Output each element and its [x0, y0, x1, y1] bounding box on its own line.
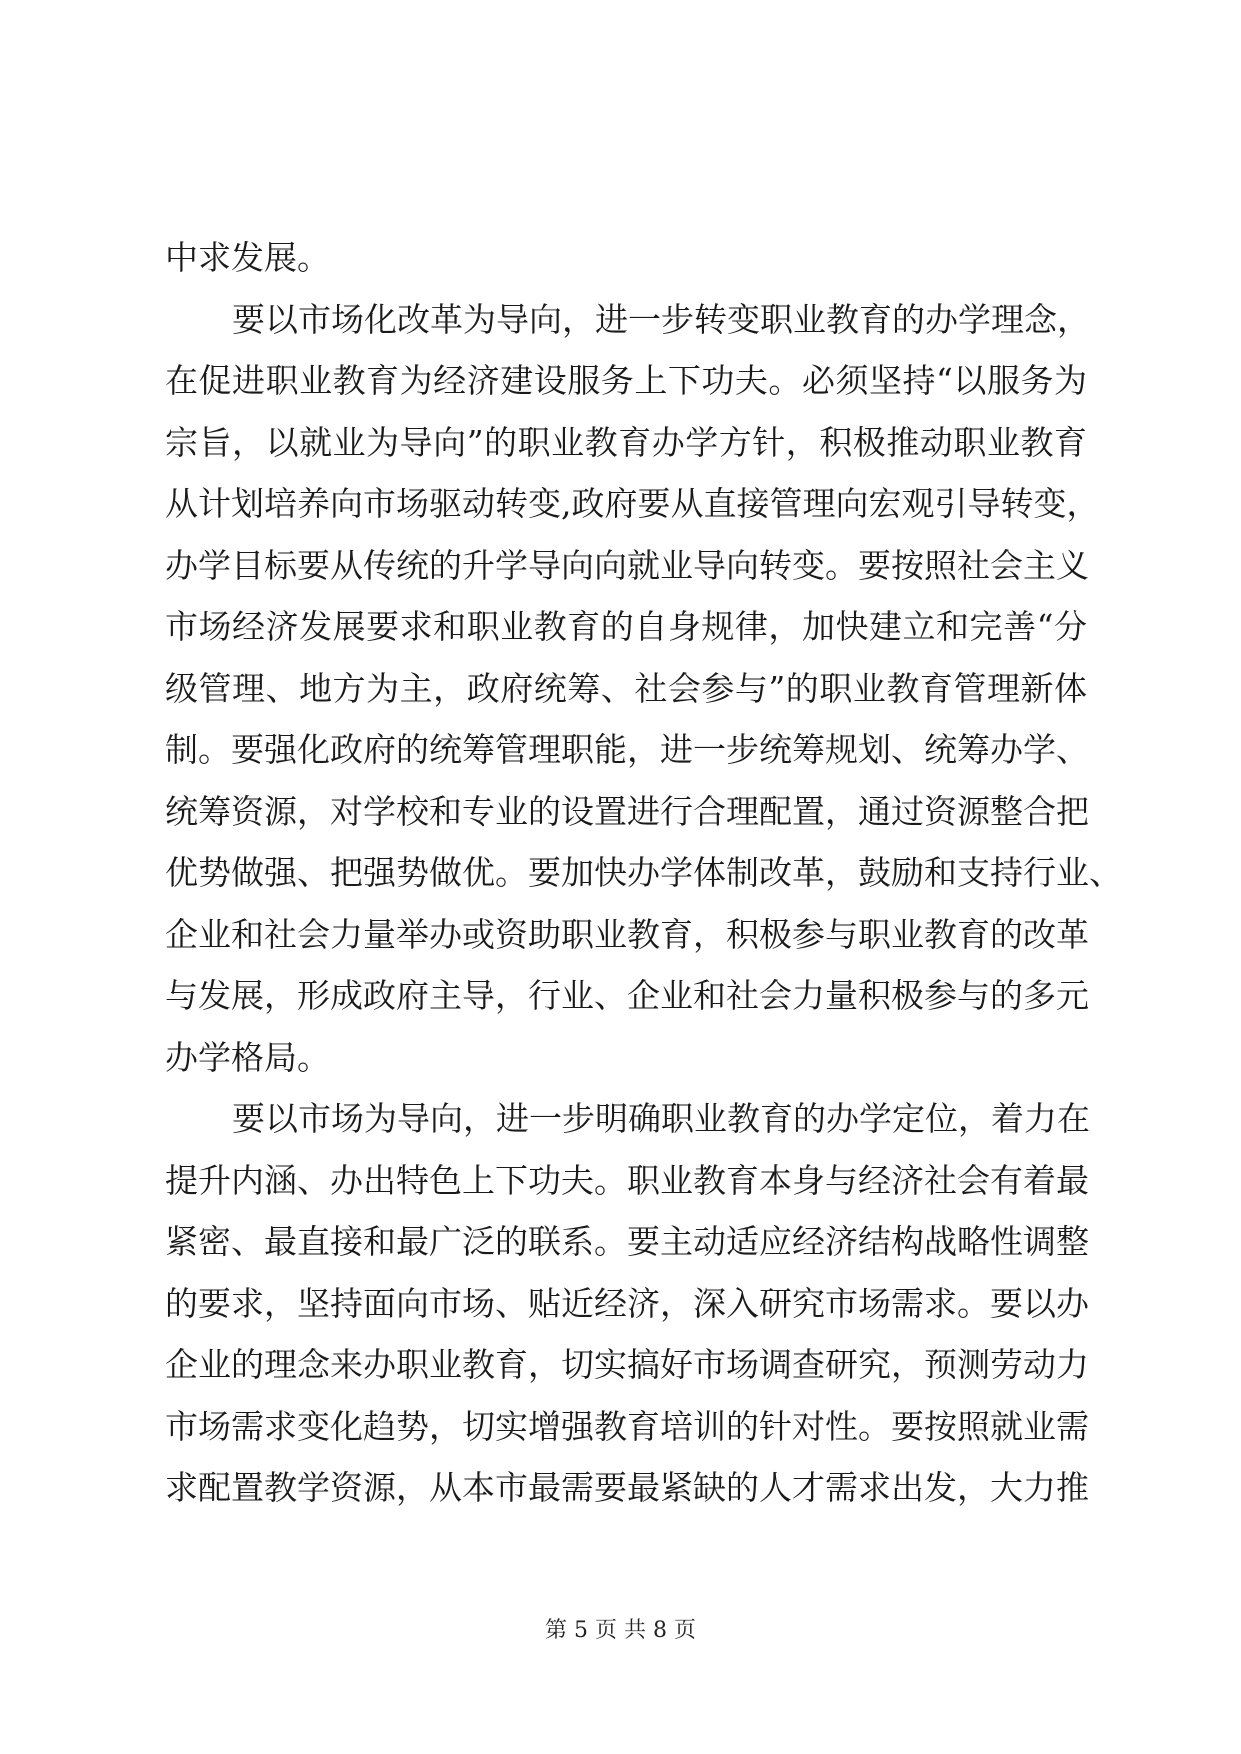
text-line: 中求发展。	[165, 238, 330, 277]
text-line: 企业的理念来办职业教育，切实搞好市场调查研究，预测劳动力	[165, 1345, 1089, 1384]
text-line: 从计划培养向市场驱动转变,政府要从直接管理向宏观引导转变，	[165, 484, 1100, 523]
text-line: 在促进职业教育为经济建设服务上下功夫。必须坚持“以服务为	[165, 361, 1087, 400]
text-line: 市场经济发展要求和职业教育的自身规律，加快建立和完善“分	[165, 607, 1087, 646]
text-line: 要以市场化改革为导向，进一步转变职业教育的办学理念，	[232, 299, 1090, 339]
text-line: 提升内涵、办出特色上下功夫。职业教育本身与经济社会有着最	[165, 1160, 1089, 1200]
text-line: 统筹资源，对学校和专业的设置进行合理配置，通过资源整合把	[165, 791, 1089, 831]
page-footer: 第 5 页 共 8 页	[545, 1618, 696, 1643]
text-line: 的要求，坚持面向市场、贴近经济，深入研究市场需求。要以办	[165, 1283, 1089, 1323]
text-line: 紧密、最直接和最广泛的联系。要主动适应经济结构战略性调整	[165, 1222, 1089, 1261]
text-line: 与发展，形成政府主导，行业、企业和社会力量积极参与的多元	[165, 976, 1089, 1015]
text-line: 优势做强、把强势做优。要加快办学体制改革，鼓励和支持行业、	[165, 853, 1122, 892]
text-line: 办学格局。	[165, 1037, 330, 1077]
text-line: 要以市场为导向，进一步明确职业教育的办学定位，着力在	[232, 1099, 1090, 1138]
text-line: 宗旨，以就业为导向”的职业教育办学方针，积极推动职业教育	[165, 422, 1087, 462]
document-body	[165, 227, 1122, 1519]
text-line: 办学目标要从传统的升学导向向就业导向转变。要按照社会主义	[165, 545, 1089, 585]
text-line: 求配置教学资源，从本市最需要最紧缺的人才需求出发，大力推	[165, 1468, 1089, 1507]
text-line: 级管理、地方为主，政府统筹、社会参与”的职业教育管理新体	[165, 668, 1087, 708]
text-line: 市场需求变化趋势，切实增强教育培训的针对性。要按照就业需	[165, 1406, 1089, 1446]
text-line: 企业和社会力量举办或资助职业教育，积极参与职业教育的改革	[165, 914, 1089, 954]
text-line: 制。要强化政府的统筹管理职能，进一步统筹规划、统筹办学、	[165, 730, 1089, 769]
